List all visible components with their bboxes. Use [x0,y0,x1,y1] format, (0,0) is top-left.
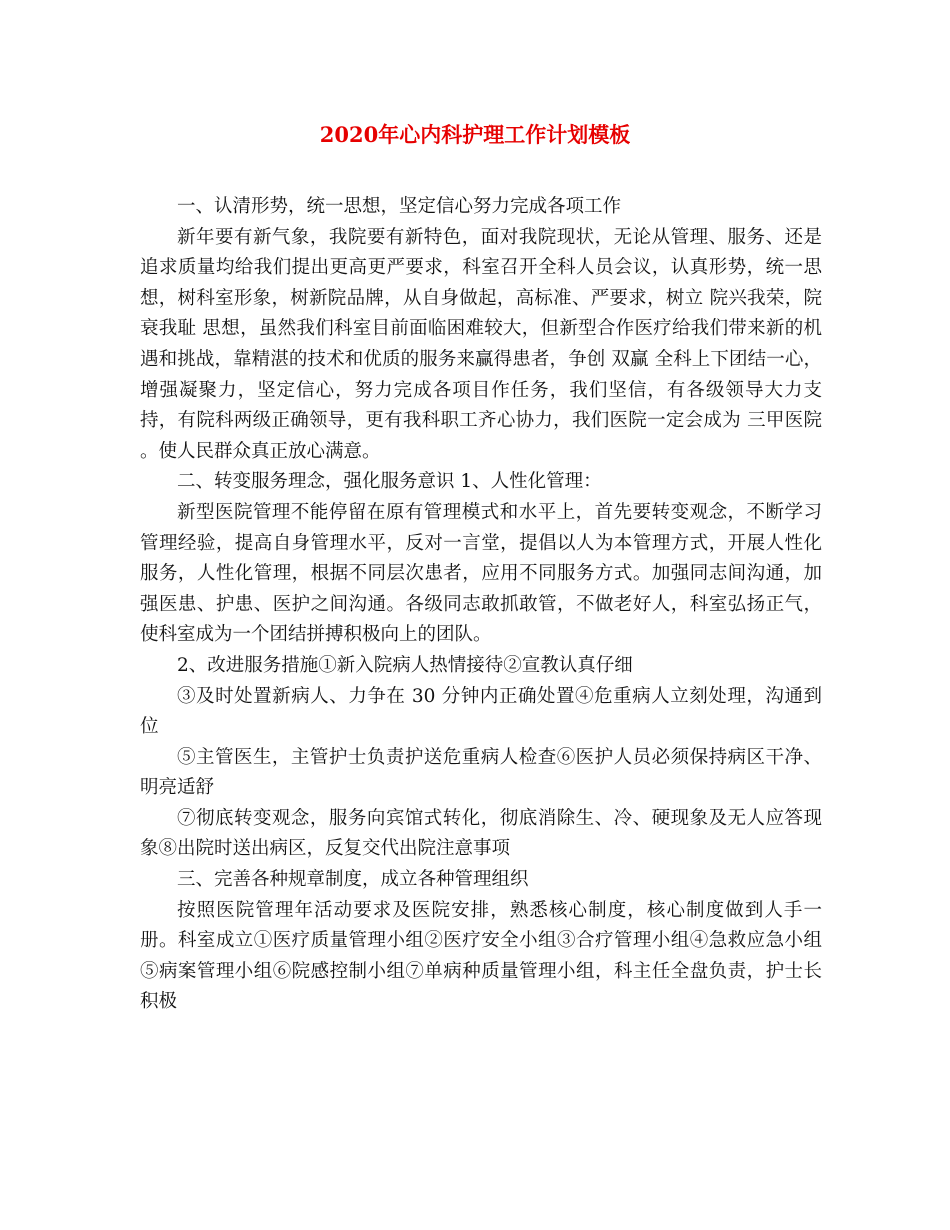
paragraph: 新型医院管理不能停留在原有管理模式和水平上，首先要转变观念，不断学习管理经验，提高自身管理水平，反对一言堂，提倡以人为本管理方式，开展人性化服务，人性化管理，根据不同层次患者，应用不同服务方式。加强同志间沟通，加强医患、护患、医护之间沟通。各级同志敢抓敢管，不做老好人，科室弘扬正气，使科室成为一个团结拼搏积极向上的团队。 [140,501,822,646]
paragraph: 按照医院管理年活动要求及医院安排，熟悉核心制度，核心制度做到人手一册。科室成立①医疗质量管理小组②医疗安全小组③合疗管理小组④急救应急小组⑤病案管理小组⑥院感控制小组⑦单病种质量管理小组，科主任全盘负责，护士长积极 [140,899,822,1013]
paragraph: ⑦彻底转变观念，服务向宾馆式转化，彻底消除生、冷、硬现象及无人应答现象⑧出院时送出病区，反复交代出院注意事项 [140,807,822,860]
paragraph: 新年要有新气象，我院要有新特色，面对我院现状，无论从管理、服务、还是追求质量均给我们提出更高更严要求，科室召开全科人员会议，认真形势，统一思想，树科室形象，树新院品牌，从自身做起，高标准、严要求，树立 院兴我荣，院衰我耻 思想，虽然我们科室目前面临困难较大，但新型合作医疗给我们带来新的机遇和挑战，靠精湛的技术和优质的服务来赢得患者，争创 双赢 全科上下团结一心，增强凝聚力，坚定信心，努力完成各项目作任务，我们坚信，有各级领导大力支持，有院科两级正确领导，更有我科职工齐心协力，我们医院一定会成为 三甲医院 。使人民群众真正放心满意。 [140,226,822,462]
document-title: 2020年心内科护理工作计划模板 [319,122,631,147]
heading-section-3: 三、完善各种规章制度，成立各种管理组织 [177,869,529,891]
paragraph: ⑤主管医生，主管护士负责护送危重病人检查⑥医护人员必须保持病区干净、明亮适舒 [140,746,822,799]
document-body [140,192,822,1018]
heading-section-2: 二、转变服务理念，强化服务意识 1、人性化管理： [177,471,602,493]
paragraph: 2、改进服务措施①新入院病人热情接待②宣教认真仔细 [177,654,633,676]
paragraph: ③及时处置新病人、力争在 30 分钟内正确处置④危重病人立刻处理，沟通到位 [140,685,822,738]
heading-section-1: 一、认清形势，统一思想，坚定信心努力完成各项工作 [177,196,622,217]
